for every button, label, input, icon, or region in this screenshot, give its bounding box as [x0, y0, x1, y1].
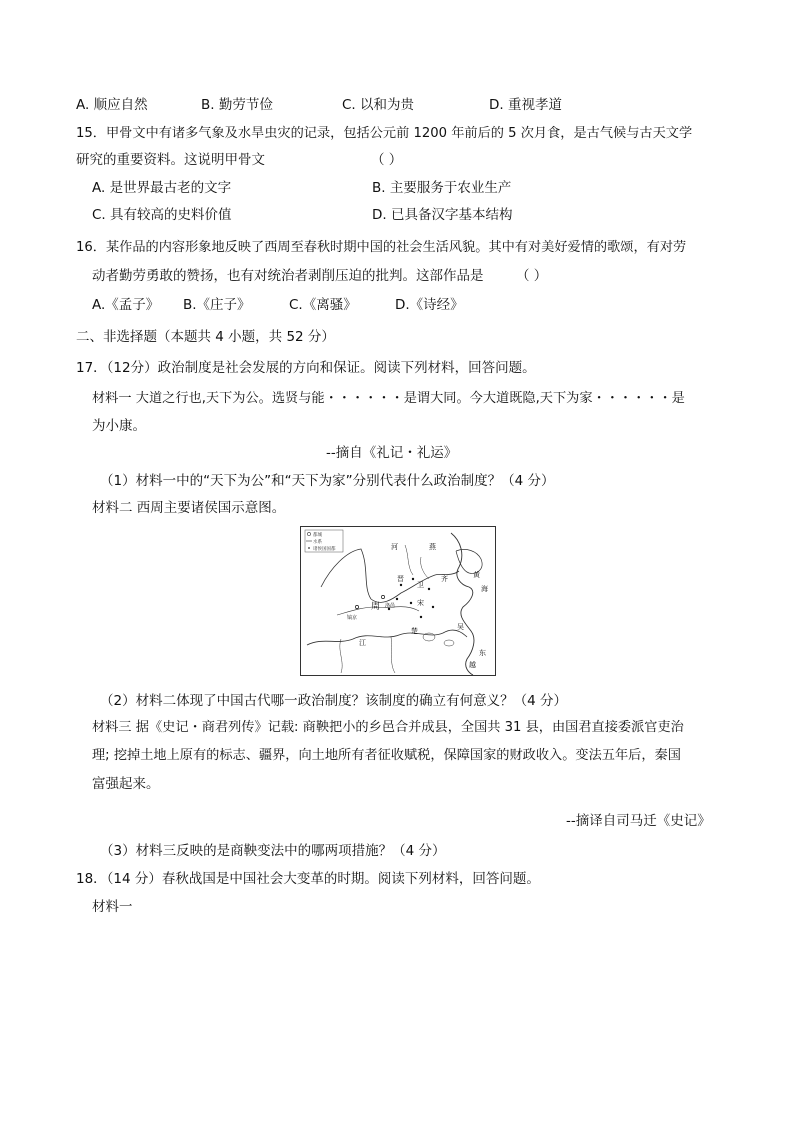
- q14-option-b: B. 勤劳节俭: [201, 97, 273, 113]
- map-lake: [423, 633, 435, 641]
- map-legend-capital-icon: [307, 532, 310, 535]
- map-tributary: [391, 637, 395, 673]
- q15-option-b: B. 主要服务于农业生产: [372, 180, 512, 196]
- q17-material1-line2: 为小康。: [92, 418, 146, 434]
- map-state-dot: [412, 578, 414, 580]
- map-lake: [444, 640, 454, 646]
- map-state-dot: [420, 616, 422, 618]
- q15-option-a: A. 是世界最古老的文字: [92, 180, 232, 196]
- map-state-dot: [396, 598, 398, 600]
- map-label-wei: 卫: [417, 581, 424, 589]
- map-legend-river: 水系: [313, 540, 322, 545]
- q17-sub2: （2）材料二体现了中国古代哪一政治制度？该制度的确立有何意义？（4 分）: [100, 693, 567, 709]
- q15-paren: （ ）: [371, 152, 403, 168]
- map-yellow-river: [321, 549, 459, 602]
- q16-option-d: D.《诗经》: [395, 297, 464, 313]
- map-label-jin: 晋: [397, 575, 404, 583]
- q16-stem-line1: 16．某作品的内容形象地反映了西周至春秋时期中国的社会生活风貌。其中有对美好爱情的歌颂，有对劳: [76, 240, 687, 255]
- q14-option-a: A. 顺应自然: [76, 97, 148, 113]
- q17-sub3: （3）材料三反映的是商鞅变法中的哪两项措施？（4 分）: [100, 843, 446, 859]
- map-label-jiang: 江: [359, 639, 366, 647]
- q15-stem-line1: 15．甲骨文中有诸多气象及水旱虫灾的记录，包括公元前 1200 年前后的 5 次月食，是古气候与古天文学: [76, 126, 693, 141]
- map-yangtze-river: [307, 630, 467, 645]
- map-label-luoyi: 洛邑: [385, 603, 396, 609]
- q14-option-c: C. 以和为贵: [342, 97, 415, 113]
- map-capital-dot: [355, 605, 358, 608]
- section-heading: 二、非选择题（本题共 4 小题，共 52 分）: [76, 329, 335, 345]
- map-label-huang: 黄: [473, 571, 480, 579]
- map-label-hai: 海: [481, 585, 488, 593]
- map-state-dot: [410, 602, 412, 604]
- map-coastline: [451, 533, 474, 675]
- map-state-dot: [400, 584, 402, 586]
- q17-sub1: （1）材料一中的“天下为公”和“天下为家”分别代表什么政治制度？（4 分）: [100, 473, 555, 489]
- western-zhou-map: [300, 526, 496, 676]
- map-label-dong: 东: [479, 649, 486, 657]
- map-capital-dot: [381, 595, 384, 598]
- map-legend-state-icon: [308, 547, 310, 549]
- q15-option-c: C. 具有较高的史料价值: [92, 207, 232, 223]
- q17-material1-source: --摘自《礼记・礼运》: [326, 445, 458, 461]
- q17-material3-line3: 富强起来。: [92, 776, 160, 792]
- map-label-zhou: 周: [371, 602, 381, 612]
- q16-option-c: C.《离骚》: [289, 297, 357, 313]
- map-label-chu: 楚: [411, 627, 418, 635]
- q15-stem-line2: 研究的重要资料。这说明甲骨文: [76, 152, 265, 168]
- q18-stem: 18．（14 分）春秋战国是中国社会大变革的时期。阅读下列材料，回答问题。: [76, 871, 540, 887]
- q14-option-d: D. 重视孝道: [489, 97, 562, 113]
- map-label-yue: 越: [469, 661, 476, 669]
- q17-material3-source: --摘译自司马迁《史记》: [566, 813, 711, 829]
- q16-option-a: A.《孟子》: [92, 297, 160, 313]
- map-state-dot: [428, 588, 430, 590]
- map-label-he: 河: [391, 543, 398, 551]
- map-label-yan: 燕: [429, 543, 436, 551]
- map-tributary: [405, 545, 413, 575]
- q17-material3-line2: 理; 挖掉土地上原有的标志、疆界，向土地所有者征收赋税，保障国家的财政收入。变法五年后，秦国: [92, 748, 681, 763]
- map-tributary: [421, 557, 429, 579]
- q15-option-d: D. 已具备汉字基本结构: [372, 207, 513, 223]
- map-label-qi: 齐: [441, 575, 448, 583]
- q16-paren: （ ）: [516, 268, 548, 284]
- map-label-wu: 吴: [457, 623, 464, 631]
- q18-material1: 材料一: [92, 899, 133, 915]
- q17-stem: 17．（12分）政治制度是社会发展的方向和保证。阅读下列材料，回答问题。: [76, 360, 536, 376]
- q17-material3-line1: 材料三 据《史记・商君列传》记载: 商鞅把小的乡邑合并成县，全国共 31 县，由国君直接委派官吏治: [92, 720, 684, 735]
- q16-option-b: B.《庄子》: [183, 297, 251, 313]
- q17-material2: 材料二 西周主要诸侯国示意图。: [92, 500, 286, 516]
- map-tributary: [340, 639, 342, 673]
- map-legend-capital: 都城: [313, 533, 322, 538]
- map-peninsula: [456, 549, 482, 573]
- map-state-dot: [432, 606, 434, 608]
- q16-stem-line2: 动者勤劳勇敢的赞扬，也有对统治者剥削压迫的批判。这部作品是: [92, 268, 484, 284]
- q17-material1-line1: 材料一 大道之行也,天下为公。选贤与能・・・・・・是谓大同。今大道既隐,天下为家・・・・・・是: [92, 391, 685, 406]
- map-legend-state: 诸侯国国都: [313, 547, 336, 552]
- map-label-haojing: 镐京: [347, 615, 358, 621]
- map-label-song: 宋: [417, 599, 424, 607]
